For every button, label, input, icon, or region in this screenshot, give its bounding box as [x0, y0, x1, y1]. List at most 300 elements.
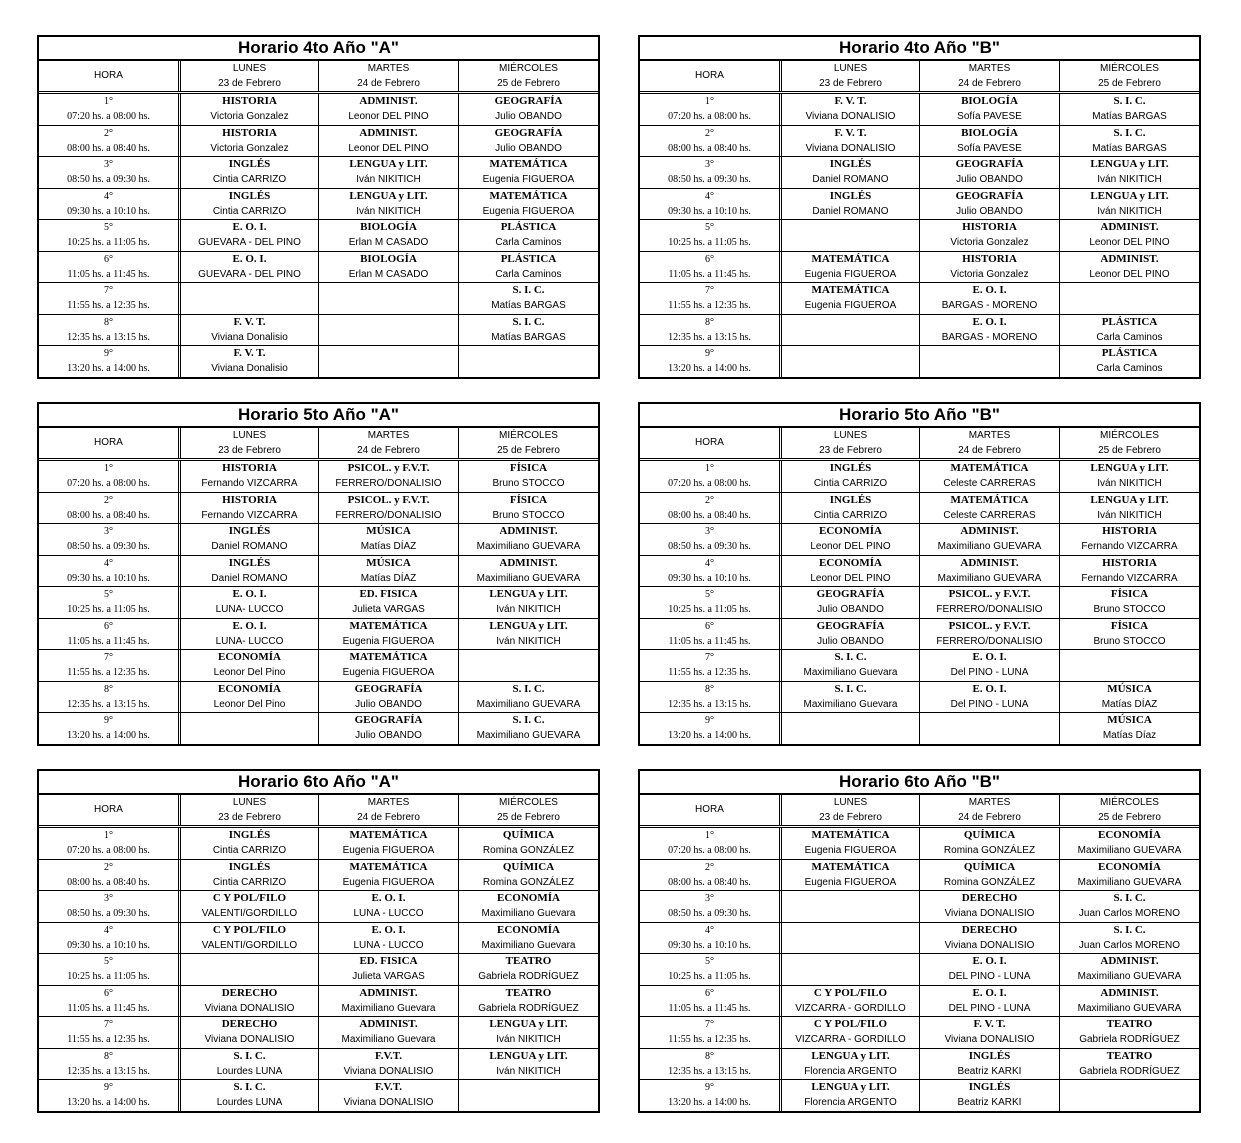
class-cell — [919, 923, 1059, 954]
subject-name: INGLÉS — [228, 860, 271, 873]
period-time: 13:20 hs. a 14:00 hs. — [67, 730, 150, 741]
class-cell — [779, 252, 919, 283]
class-cell — [1059, 94, 1199, 125]
schedule-body — [39, 94, 598, 377]
schedule-row — [640, 860, 1199, 892]
subject-name: LENGUA y LIT. — [489, 1049, 568, 1062]
teacher-name: Fernando VIZCARRA — [1081, 541, 1178, 552]
period-number: 9° — [104, 1082, 113, 1093]
class-cell — [1059, 283, 1199, 314]
subject-name: QUÍMICA — [502, 860, 555, 873]
class-cell — [458, 493, 598, 524]
schedule-table — [638, 402, 1201, 746]
class-cell — [178, 1080, 318, 1111]
class-cell — [1059, 493, 1199, 524]
class-cell — [1059, 682, 1199, 713]
period-time: 11:05 hs. a 11:45 hs. — [668, 1002, 751, 1014]
period-number: 5° — [104, 222, 113, 233]
subject-name: ECONOMÍA — [819, 525, 882, 537]
teacher-name: LUNA - LUCCO — [353, 908, 424, 919]
period-number: 9° — [705, 1082, 714, 1093]
subject-name: F. V. T. — [233, 315, 266, 328]
subject-name: E. O. I. — [232, 588, 267, 600]
schedule-row — [39, 986, 598, 1018]
period-number: 9° — [104, 348, 113, 359]
teacher-name: Julieta VARGAS — [352, 604, 425, 615]
teacher-name: Fernando VIZCARRA — [1081, 572, 1178, 584]
subject-name: FÍSICA — [509, 462, 548, 474]
class-cell — [178, 220, 318, 251]
hora-header: HORA — [695, 70, 724, 81]
teacher-name — [181, 969, 318, 984]
teacher-name: Cintia CARRIZO — [813, 509, 888, 521]
day-date: 25 de Febrero — [1098, 445, 1161, 456]
class-cell — [458, 1049, 598, 1080]
subject-name: INGLÉS — [968, 1081, 1011, 1093]
teacher-name — [782, 728, 919, 743]
day-name: MARTES — [968, 797, 1011, 808]
subject-name: E. O. I. — [972, 955, 1007, 967]
schedule-row — [39, 493, 598, 525]
period-number: 6° — [104, 987, 113, 999]
class-cell — [919, 493, 1059, 524]
teacher-name: Cintia CARRIZO — [212, 876, 287, 888]
class-cell — [919, 1017, 1059, 1048]
period-time: 11:55 hs. a 12:35 hs. — [67, 1034, 150, 1045]
period-time: 11:55 hs. a 12:35 hs. — [668, 1034, 751, 1045]
class-cell — [1059, 524, 1199, 555]
subject-name: E. O. I. — [972, 986, 1007, 999]
subject-name: S. I. C. — [512, 315, 545, 328]
class-cell — [919, 252, 1059, 283]
period-number: 2° — [705, 861, 714, 873]
class-cell — [458, 1080, 598, 1111]
teacher-name: Beatriz KARKI — [957, 1065, 1022, 1077]
class-cell — [1059, 828, 1199, 859]
subject-name: DERECHO — [221, 986, 278, 999]
teacher-name: Iván NIKITICH — [1097, 509, 1162, 521]
class-cell — [919, 860, 1059, 891]
subject-name: S. I. C. — [834, 682, 867, 695]
teacher-name — [319, 298, 458, 313]
subject-name: HISTORIA — [222, 462, 277, 474]
teacher-name: Maximiliano Guevara — [803, 667, 898, 678]
class-cell — [458, 828, 598, 859]
period-time: 08:50 hs. a 09:30 hs. — [668, 174, 751, 185]
schedule-row — [39, 923, 598, 955]
subject-name: GEOGRAFÍA — [494, 95, 563, 107]
teacher-name: Leonor DEL PINO — [348, 142, 429, 154]
schedule-row — [39, 524, 598, 556]
header-row — [640, 428, 1199, 461]
subject-name: ECONOMÍA — [497, 923, 560, 936]
teacher-name: Matías BARGAS — [491, 331, 566, 343]
teacher-name — [459, 361, 598, 376]
subject-name: ADMINIST. — [359, 95, 418, 107]
subject-name: MATEMÁTICA — [349, 651, 428, 663]
time-cell — [640, 252, 779, 283]
period-time: 10:25 hs. a 11:05 hs. — [668, 971, 751, 982]
time-cell — [39, 1017, 178, 1048]
subject-name: GEOGRAFÍA — [955, 189, 1024, 202]
schedule-row — [39, 157, 598, 189]
teacher-name: Bruno STOCCO — [1093, 604, 1166, 615]
period-number: 6° — [705, 987, 714, 999]
time-cell — [640, 1017, 779, 1048]
teacher-name — [782, 235, 919, 250]
subject-name: ADMINIST. — [1100, 955, 1159, 967]
teacher-name: Julio OBANDO — [817, 635, 884, 647]
teacher-name: Maximiliano GUEVARA — [1077, 845, 1182, 856]
subject-name: ED. FISICA — [359, 588, 418, 600]
schedule-row — [640, 713, 1199, 744]
teacher-name: Matías Díaz — [1102, 730, 1157, 741]
subject-name: E. O. I. — [371, 923, 406, 936]
time-cell — [640, 923, 779, 954]
time-cell — [640, 94, 779, 125]
subject-name: F. V. T. — [834, 126, 867, 139]
class-cell — [178, 524, 318, 555]
subject-name: HISTORIA — [222, 493, 277, 506]
period-number: 5° — [104, 956, 113, 967]
day-date: 25 de Febrero — [497, 78, 560, 89]
class-cell — [919, 283, 1059, 314]
class-cell — [919, 126, 1059, 157]
teacher-name: BARGAS - MORENO — [941, 300, 1038, 311]
class-cell — [318, 1017, 458, 1048]
class-cell — [178, 252, 318, 283]
teacher-name — [1060, 665, 1199, 680]
schedule-body — [640, 828, 1199, 1111]
period-number: 4° — [104, 557, 113, 569]
schedule-row — [640, 1049, 1199, 1081]
day-name: LUNES — [232, 430, 267, 441]
teacher-name: Carla Caminos — [495, 237, 562, 248]
time-cell — [640, 346, 779, 377]
subject-name: DERECHO — [961, 923, 1018, 936]
schedule-row — [39, 315, 598, 347]
teacher-name: Eugenia FIGUEROA — [482, 174, 575, 185]
schedule-row — [640, 157, 1199, 189]
teacher-name — [782, 938, 919, 953]
period-time: 13:20 hs. a 14:00 hs. — [668, 730, 751, 741]
teacher-name: Leonor DEL PINO — [810, 541, 891, 552]
subject-name: INGLÉS — [829, 189, 872, 202]
period-time: 07:20 hs. a 08:00 hs. — [67, 845, 150, 856]
period-time: 08:00 hs. a 08:40 hs. — [67, 509, 150, 521]
class-cell — [178, 828, 318, 859]
schedule-row — [39, 650, 598, 682]
teacher-name: Sofía PAVESE — [957, 142, 1022, 154]
subject-name: S. I. C. — [834, 651, 867, 663]
schedule-row — [640, 315, 1199, 347]
time-cell — [640, 157, 779, 188]
period-time: 12:35 hs. a 13:15 hs. — [67, 1065, 150, 1077]
period-number: 8° — [705, 683, 714, 695]
class-cell — [919, 524, 1059, 555]
class-cell — [919, 828, 1059, 859]
subject-name: F.V.T. — [374, 1049, 402, 1062]
teacher-name: LUNA- LUCCO — [215, 604, 284, 615]
period-time: 11:05 hs. a 11:45 hs. — [668, 268, 751, 280]
period-time: 12:35 hs. a 13:15 hs. — [668, 331, 751, 343]
subject-name: ECONOMÍA — [1098, 860, 1161, 873]
day-date: 23 de Febrero — [218, 445, 281, 456]
teacher-name: Maximiliano Guevara — [481, 939, 576, 951]
subject-name — [459, 1080, 598, 1095]
subject-name: ECONOMÍA — [218, 651, 281, 663]
time-cell — [640, 891, 779, 922]
period-time: 12:35 hs. a 13:15 hs. — [67, 698, 150, 710]
day-name: MIÉRCOLES — [1100, 430, 1159, 441]
subject-name: ADMINIST. — [359, 1018, 418, 1030]
class-cell — [1059, 954, 1199, 985]
teacher-name: Julio OBANDO — [495, 111, 562, 122]
subject-name: S. I. C. — [1113, 126, 1146, 139]
class-cell — [178, 189, 318, 220]
schedule-row — [39, 587, 598, 619]
class-cell — [318, 713, 458, 744]
period-number: 7° — [705, 652, 714, 663]
subject-name — [181, 954, 318, 969]
time-cell — [39, 954, 178, 985]
period-number: 9° — [705, 715, 714, 726]
class-cell — [318, 986, 458, 1017]
period-number: 9° — [705, 348, 714, 359]
time-cell — [640, 619, 779, 650]
teacher-name: Julio OBANDO — [956, 205, 1023, 217]
subject-name: TEATRO — [1106, 1049, 1153, 1062]
class-cell — [318, 860, 458, 891]
class-cell — [458, 954, 598, 985]
day-header — [458, 61, 598, 91]
schedule-row — [640, 283, 1199, 315]
subject-name: ADMINIST. — [499, 525, 558, 537]
day-name: MARTES — [367, 430, 410, 441]
day-date: 24 de Febrero — [357, 78, 420, 89]
subject-name: PLÁSTICA — [500, 252, 557, 265]
time-cell — [640, 189, 779, 220]
teacher-name: Leonor DEL PINO — [1089, 268, 1170, 280]
class-cell — [1059, 1049, 1199, 1080]
class-cell — [458, 283, 598, 314]
subject-name: LENGUA y LIT. — [811, 1049, 890, 1062]
time-cell — [640, 682, 779, 713]
schedule-body — [39, 828, 598, 1111]
day-date: 25 de Febrero — [1098, 78, 1161, 89]
period-time: 09:30 hs. a 10:10 hs. — [668, 572, 751, 584]
teacher-name: Gabriela RODRÍGUEZ — [1079, 1034, 1180, 1045]
subject-name: MÚSICA — [1107, 714, 1152, 726]
teacher-name: Viviana Donalisio — [211, 331, 288, 343]
teacher-name: VIZCARRA - GORDILLO — [795, 1034, 906, 1045]
day-header — [178, 795, 318, 825]
period-time: 08:50 hs. a 09:30 hs. — [668, 908, 751, 919]
class-cell — [318, 650, 458, 681]
period-time: 12:35 hs. a 13:15 hs. — [668, 698, 751, 710]
day-name: MARTES — [367, 797, 410, 808]
subject-name: QUÍMICA — [502, 829, 555, 841]
period-time: 09:30 hs. a 10:10 hs. — [67, 939, 150, 951]
period-time: 08:00 hs. a 08:40 hs. — [668, 509, 751, 521]
teacher-name: Lourdes LUNA — [216, 1097, 283, 1108]
class-cell — [779, 986, 919, 1017]
teacher-name — [920, 361, 1059, 376]
time-cell — [39, 1080, 178, 1111]
teacher-name: Julieta VARGAS — [352, 971, 425, 982]
period-number: 4° — [104, 190, 113, 202]
subject-name: INGLÉS — [228, 829, 271, 841]
subject-name — [782, 954, 919, 969]
teacher-name: Iván NIKITICH — [496, 1065, 561, 1077]
subject-name: ADMINIST. — [960, 525, 1019, 537]
schedule-row — [640, 986, 1199, 1018]
class-cell — [178, 493, 318, 524]
period-time: 09:30 hs. a 10:10 hs. — [668, 939, 751, 951]
subject-name: E. O. I. — [972, 284, 1007, 296]
subject-name — [782, 315, 919, 330]
teacher-name: Erlan M CASADO — [348, 268, 429, 280]
class-cell — [178, 461, 318, 492]
period-number: 4° — [705, 924, 714, 936]
period-time: 10:25 hs. a 11:05 hs. — [67, 971, 150, 982]
subject-name: HISTORIA — [222, 95, 277, 107]
class-cell — [458, 682, 598, 713]
period-number: 6° — [104, 253, 113, 265]
class-cell — [919, 1049, 1059, 1080]
schedule-row — [640, 126, 1199, 158]
day-date: 25 de Febrero — [497, 812, 560, 823]
teacher-name: Julio OBANDO — [355, 698, 422, 710]
time-cell — [39, 493, 178, 524]
subject-name: ADMINIST. — [1100, 986, 1159, 999]
class-cell — [178, 346, 318, 377]
class-cell — [1059, 157, 1199, 188]
class-cell — [178, 315, 318, 346]
subject-name — [319, 346, 458, 361]
period-time: 11:05 hs. a 11:45 hs. — [67, 268, 150, 280]
teacher-name: Julio OBANDO — [817, 604, 884, 615]
subject-name: S. I. C. — [1113, 95, 1146, 107]
teacher-name: Maximiliano GUEVARA — [476, 730, 581, 741]
subject-name: PLÁSTICA — [1101, 315, 1158, 328]
subject-name: C Y POL/FILO — [212, 923, 287, 936]
schedule-row — [640, 346, 1199, 377]
teacher-name: Maximiliano GUEVARA — [937, 572, 1042, 584]
class-cell — [318, 682, 458, 713]
class-cell — [779, 346, 919, 377]
teacher-name: Juan Carlos MORENO — [1078, 908, 1181, 919]
period-number: 4° — [104, 924, 113, 936]
period-number: 5° — [705, 956, 714, 967]
subject-name: FÍSICA — [1110, 619, 1149, 632]
subject-name: ADMINIST. — [359, 126, 418, 139]
teacher-name: Maximiliano Guevara — [341, 1002, 436, 1014]
time-cell — [39, 986, 178, 1017]
teacher-name: Matías BARGAS — [1092, 142, 1167, 154]
class-cell — [178, 923, 318, 954]
teacher-name: Maximiliano GUEVARA — [1077, 1002, 1182, 1014]
teacher-name: Eugenia FIGUEROA — [482, 205, 575, 217]
time-cell — [39, 524, 178, 555]
subject-name: E. O. I. — [371, 892, 406, 904]
day-date: 25 de Febrero — [1098, 812, 1161, 823]
class-cell — [919, 587, 1059, 618]
class-cell — [318, 220, 458, 251]
teacher-name: Celeste CARRERAS — [943, 478, 1036, 489]
teacher-name: Leonor Del Pino — [213, 698, 286, 710]
period-number: 1° — [705, 463, 714, 474]
class-cell — [458, 650, 598, 681]
schedule-row — [640, 1080, 1199, 1111]
time-cell — [640, 1080, 779, 1111]
subject-name: MATEMÁTICA — [811, 284, 890, 296]
subject-name — [782, 713, 919, 728]
teacher-name: Romina GONZÁLEZ — [943, 876, 1036, 888]
teacher-name: Erlan M CASADO — [348, 237, 429, 248]
hora-header: HORA — [695, 804, 724, 815]
schedule-body — [39, 461, 598, 744]
hora-header: HORA — [94, 70, 123, 81]
class-cell — [779, 891, 919, 922]
class-cell — [458, 556, 598, 587]
period-time: 08:00 hs. a 08:40 hs. — [668, 142, 751, 154]
teacher-name: Viviana DONALISIO — [204, 1002, 295, 1014]
time-cell — [640, 461, 779, 492]
class-cell — [318, 493, 458, 524]
schedule-table — [37, 35, 600, 379]
teacher-name: FERRERO/DONALISIO — [335, 478, 442, 489]
class-cell — [458, 524, 598, 555]
subject-name: TEATRO — [1106, 1018, 1153, 1030]
time-cell — [640, 828, 779, 859]
period-time: 12:35 hs. a 13:15 hs. — [67, 331, 150, 343]
time-cell — [39, 461, 178, 492]
hora-header: HORA — [94, 437, 123, 448]
class-cell — [1059, 713, 1199, 744]
subject-name: FÍSICA — [1110, 588, 1149, 600]
schedule-row — [640, 828, 1199, 860]
period-number: 8° — [705, 316, 714, 328]
subject-name: LENGUA y LIT. — [489, 588, 568, 600]
class-cell — [779, 493, 919, 524]
day-name: LUNES — [833, 797, 868, 808]
period-number: 6° — [705, 620, 714, 632]
teacher-name: Bruno STOCCO — [1093, 635, 1166, 647]
teacher-name: Victoria Gonzalez — [210, 111, 289, 122]
schedule-row — [640, 682, 1199, 714]
schedule-row — [39, 954, 598, 986]
subject-name: MATEMÁTICA — [349, 829, 428, 841]
teacher-name: Carla Caminos — [1096, 331, 1163, 343]
teacher-name: Leonor DEL PINO — [810, 572, 891, 584]
class-cell — [779, 556, 919, 587]
time-cell — [640, 126, 779, 157]
teacher-name: Gabriela RODRÍGUEZ — [478, 1002, 579, 1014]
class-cell — [178, 954, 318, 985]
day-date: 23 de Febrero — [218, 812, 281, 823]
subject-name: E. O. I. — [972, 682, 1007, 695]
subject-name: PSICOL. y F.V.T. — [948, 619, 1031, 632]
teacher-name: BARGAS - MORENO — [941, 331, 1038, 343]
period-time: 07:20 hs. a 08:00 hs. — [668, 845, 751, 856]
teacher-name: Viviana Donalisio — [211, 363, 288, 374]
teacher-name: DEL PINO - LUNA — [948, 971, 1031, 982]
subject-name: INGLÉS — [228, 556, 271, 569]
teacher-name: Julio OBANDO — [355, 730, 422, 741]
subject-name: HISTORIA — [962, 221, 1017, 233]
period-number: 2° — [705, 494, 714, 506]
